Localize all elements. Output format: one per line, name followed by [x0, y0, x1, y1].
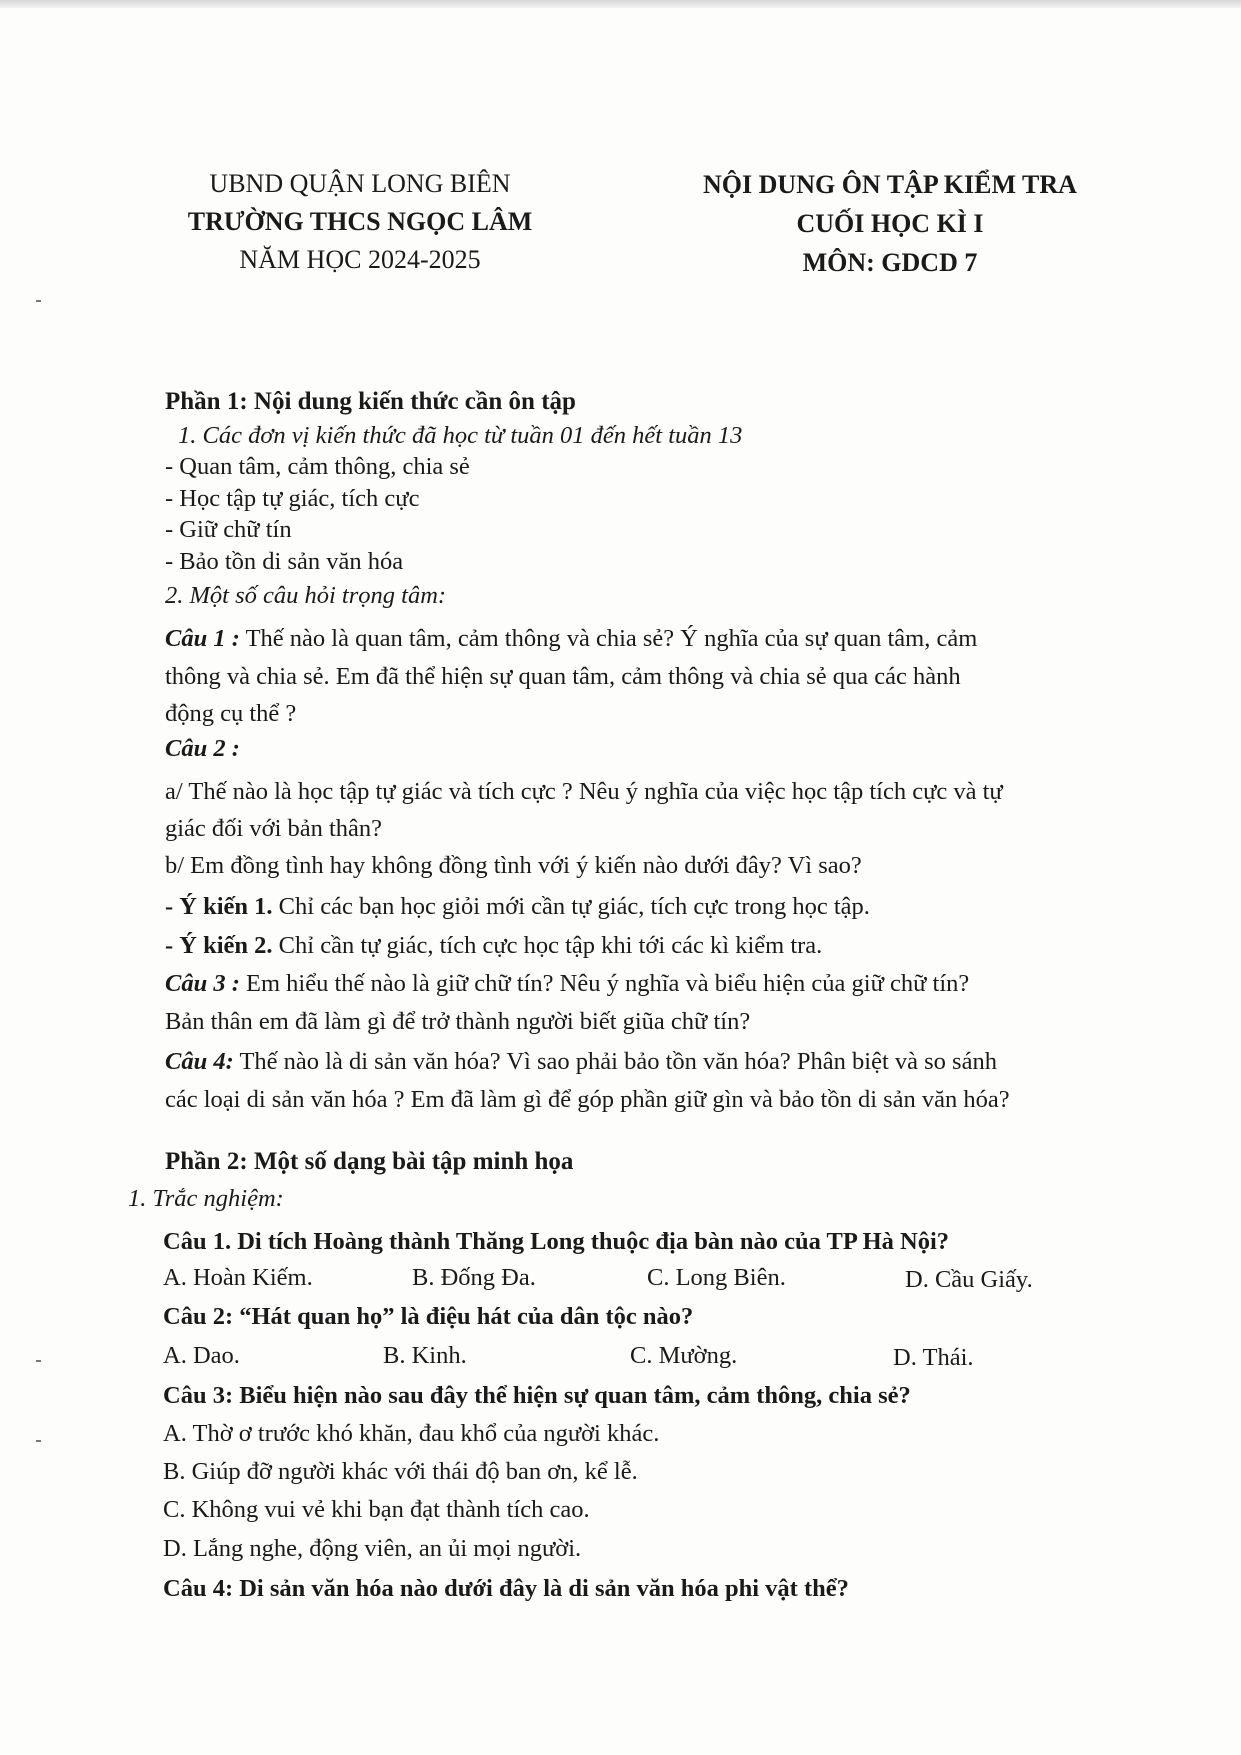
question-4 [165, 1048, 997, 1076]
question-1-line: thông và chia sẻ. Em đã thể hiện sự quan tâm, cảm thông và chia sẻ qua các hành [165, 663, 961, 690]
answer-option-d: D. Thái. [893, 1344, 974, 1371]
answer-option-c: C. Long Biên. [647, 1264, 786, 1291]
district-name: UBND QUẬN LONG BIÊN [209, 169, 511, 198]
mc-question-1: Câu 1. Di tích Hoàng thành Thăng Long thuộc địa bàn nào của TP Hà Nội? [163, 1228, 950, 1255]
subject-label: MÔN: GDCD 7 [802, 248, 978, 277]
topic-item: - Bảo tồn di sản văn hóa [165, 548, 404, 575]
question-label: Câu 4: [165, 1048, 234, 1075]
answer-option-a: A. Thờ ơ trước khó khăn, đau khổ của người khác. [163, 1420, 660, 1447]
school-year: NĂM HỌC 2024-2025 [239, 245, 481, 274]
question-2-label: Câu 2 : [165, 735, 240, 762]
topic-item: - Học tập tự giác, tích cực [165, 485, 420, 512]
question-2-line: a/ Thế nào là học tập tự giác và tích cực ? Nêu ý nghĩa của việc học tập tích cực và tự [165, 778, 1003, 805]
mc-question-3: Câu 3: Biểu hiện nào sau đây thể hiện sự quan tâm, cảm thông, chia sẻ? [163, 1382, 911, 1409]
opinion-1 [165, 893, 870, 921]
opinion-label: - Ý kiến 1. [165, 893, 273, 920]
document-title: NỘI DUNG ÔN TẬP KIỂM TRA [703, 170, 1077, 199]
question-3 [165, 970, 969, 998]
answer-option-d: D. Lắng nghe, động viên, an ủi mọi người. [163, 1535, 582, 1562]
question-1 [165, 625, 977, 653]
mc-question-2: Câu 2: “Hát quan họ” là điệu hát của dân tộc nào? [163, 1303, 694, 1330]
scan-mark [36, 300, 41, 302]
question-3-line: Bản thân em đã làm gì để trở thành người biết giũa chữ tín? [165, 1008, 751, 1035]
answer-option-a: A. Dao. [163, 1342, 240, 1369]
question-label: Câu 1 : [165, 625, 240, 652]
scan-mark [36, 1440, 41, 1442]
question-1-line: động cụ thể ? [165, 700, 297, 727]
answer-option-b: B. Giúp đỡ người khác với thái độ ban ơn, kể lễ. [163, 1458, 638, 1485]
opinion-label: - Ý kiến 2. [165, 932, 273, 959]
part1-title: Phần 1: Nội dung kiến thức cần ôn tập [165, 388, 576, 415]
question-label: Câu 3 : [165, 970, 240, 997]
answer-option-a: A. Hoàn Kiếm. [163, 1264, 313, 1291]
mc-question-4: Câu 4: Di sản văn hóa nào dưới đây là di sản văn hóa phi vật thể? [163, 1575, 849, 1602]
part2-subtitle-1: 1. Trắc nghiệm: [128, 1185, 284, 1212]
opinion-text: Chỉ cần tự giác, tích cực học tập khi tới các kì kiểm tra. [272, 932, 823, 959]
answer-option-c: C. Không vui vẻ khi bạn đạt thành tích cao. [163, 1496, 590, 1523]
semester-label: CUỐI HỌC KÌ I [796, 209, 984, 238]
question-text: Thế nào là di sản văn hóa? Vì sao phải bảo tồn văn hóa? Phân biệt và so sánh [233, 1048, 997, 1075]
topic-item: - Quan tâm, cảm thông, chia sẻ [165, 453, 470, 480]
scan-top-edge [0, 0, 1241, 8]
part1-subtitle-1: 1. Các đơn vị kiến thức đã học từ tuần 01 đến hết tuần 13 [178, 422, 743, 449]
opinion-2 [165, 932, 822, 960]
question-text: Thế nào là quan tâm, cảm thông và chia sẻ? Ý nghĩa của sự quan tâm, cảm [239, 625, 978, 652]
answer-option-b: B. Kinh. [383, 1342, 467, 1369]
part1-subtitle-2: 2. Một số câu hỏi trọng tâm: [165, 582, 447, 609]
document-title-block [660, 165, 1120, 282]
answer-option-b: B. Đống Đa. [412, 1264, 536, 1291]
answer-option-c: C. Mường. [630, 1342, 738, 1369]
question-2-line: b/ Em đồng tình hay không đồng tình với ý kiến nào dưới đây? Vì sao? [165, 852, 862, 879]
question-4-line: các loại di sản văn hóa ? Em đã làm gì để góp phần giữ gìn và bảo tồn di sản văn hóa? [165, 1086, 1010, 1113]
question-2-line: giác đối với bản thân? [165, 815, 383, 842]
topic-item: - Giữ chữ tín [165, 516, 292, 543]
school-name: TRƯỜNG THCS NGỌC LÂM [187, 207, 533, 236]
opinion-text: Chỉ các bạn học giỏi mới cần tự giác, tích cực trong học tập. [272, 893, 870, 920]
school-header [140, 165, 580, 279]
question-text: Em hiểu thế nào là giữ chữ tín? Nêu ý nghĩa và biểu hiện của giữ chữ tín? [239, 970, 970, 997]
scan-mark [36, 1360, 41, 1362]
answer-option-d: D. Cầu Giấy. [905, 1266, 1033, 1293]
part2-title: Phần 2: Một số dạng bài tập minh họa [165, 1148, 574, 1175]
